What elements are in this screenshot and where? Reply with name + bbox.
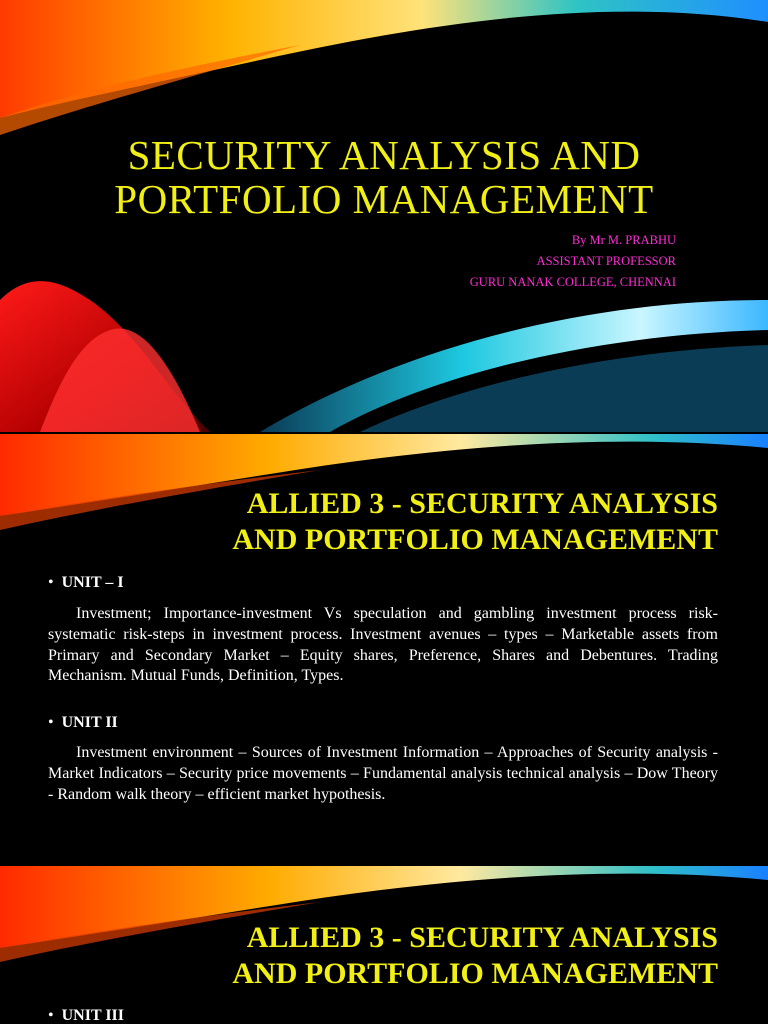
unit-2-heading (48, 714, 118, 732)
author-position: ASSISTANT PROFESSOR (536, 254, 676, 268)
title-line-2: AND PORTFOLIO MANAGEMENT (232, 957, 718, 990)
slide-title (232, 486, 718, 558)
title-line-1: ALLIED 3 - SECURITY ANALYSIS (246, 487, 718, 520)
bullet-icon: • (48, 714, 54, 731)
title-line-2: PORTFOLIO MANAGEMENT (114, 176, 654, 222)
slide-title (0, 133, 768, 221)
syllabus-slide-1 (0, 434, 768, 864)
title-line-2: AND PORTFOLIO MANAGEMENT (232, 523, 718, 556)
unit-3-label: UNIT III (61, 1007, 125, 1024)
unit-1-heading (48, 574, 124, 592)
unit-1-label: UNIT – I (61, 574, 124, 591)
bullet-icon: • (48, 574, 54, 591)
unit-2-label: UNIT II (61, 714, 118, 731)
title-slide (0, 0, 768, 432)
author-institution: GURU NANAK COLLEGE, CHENNAI (469, 275, 676, 289)
syllabus-slide-2 (0, 866, 768, 1024)
unit-1-description: Investment; Importance-investment Vs speculation and gambling investment process risk-systematic risk-steps in investment process. Investment avenues – types – Marketable assets from Primary and Secondary Market – Equity shares, Preference, Shares and Debentures. Trading Mechanism. Mutual Funds, Definition, Types. (48, 605, 718, 685)
author-byline (470, 230, 676, 293)
unit-2-description: Investment environment – Sources of Investment Information – Approaches of Security analysis - Market Indicators – Security price movements – Fundamental analysis technical analysis – Dow Theory - Random walk theory – efficient market hypothesis. (48, 744, 718, 803)
slide-title (232, 920, 718, 992)
author-name: By Mr M. PRABHU (571, 233, 676, 247)
title-line-1: ALLIED 3 - SECURITY ANALYSIS (246, 921, 718, 954)
unit-3-heading (48, 1007, 124, 1024)
title-line-1: SECURITY ANALYSIS AND (127, 132, 641, 178)
bullet-icon: • (48, 1007, 54, 1024)
